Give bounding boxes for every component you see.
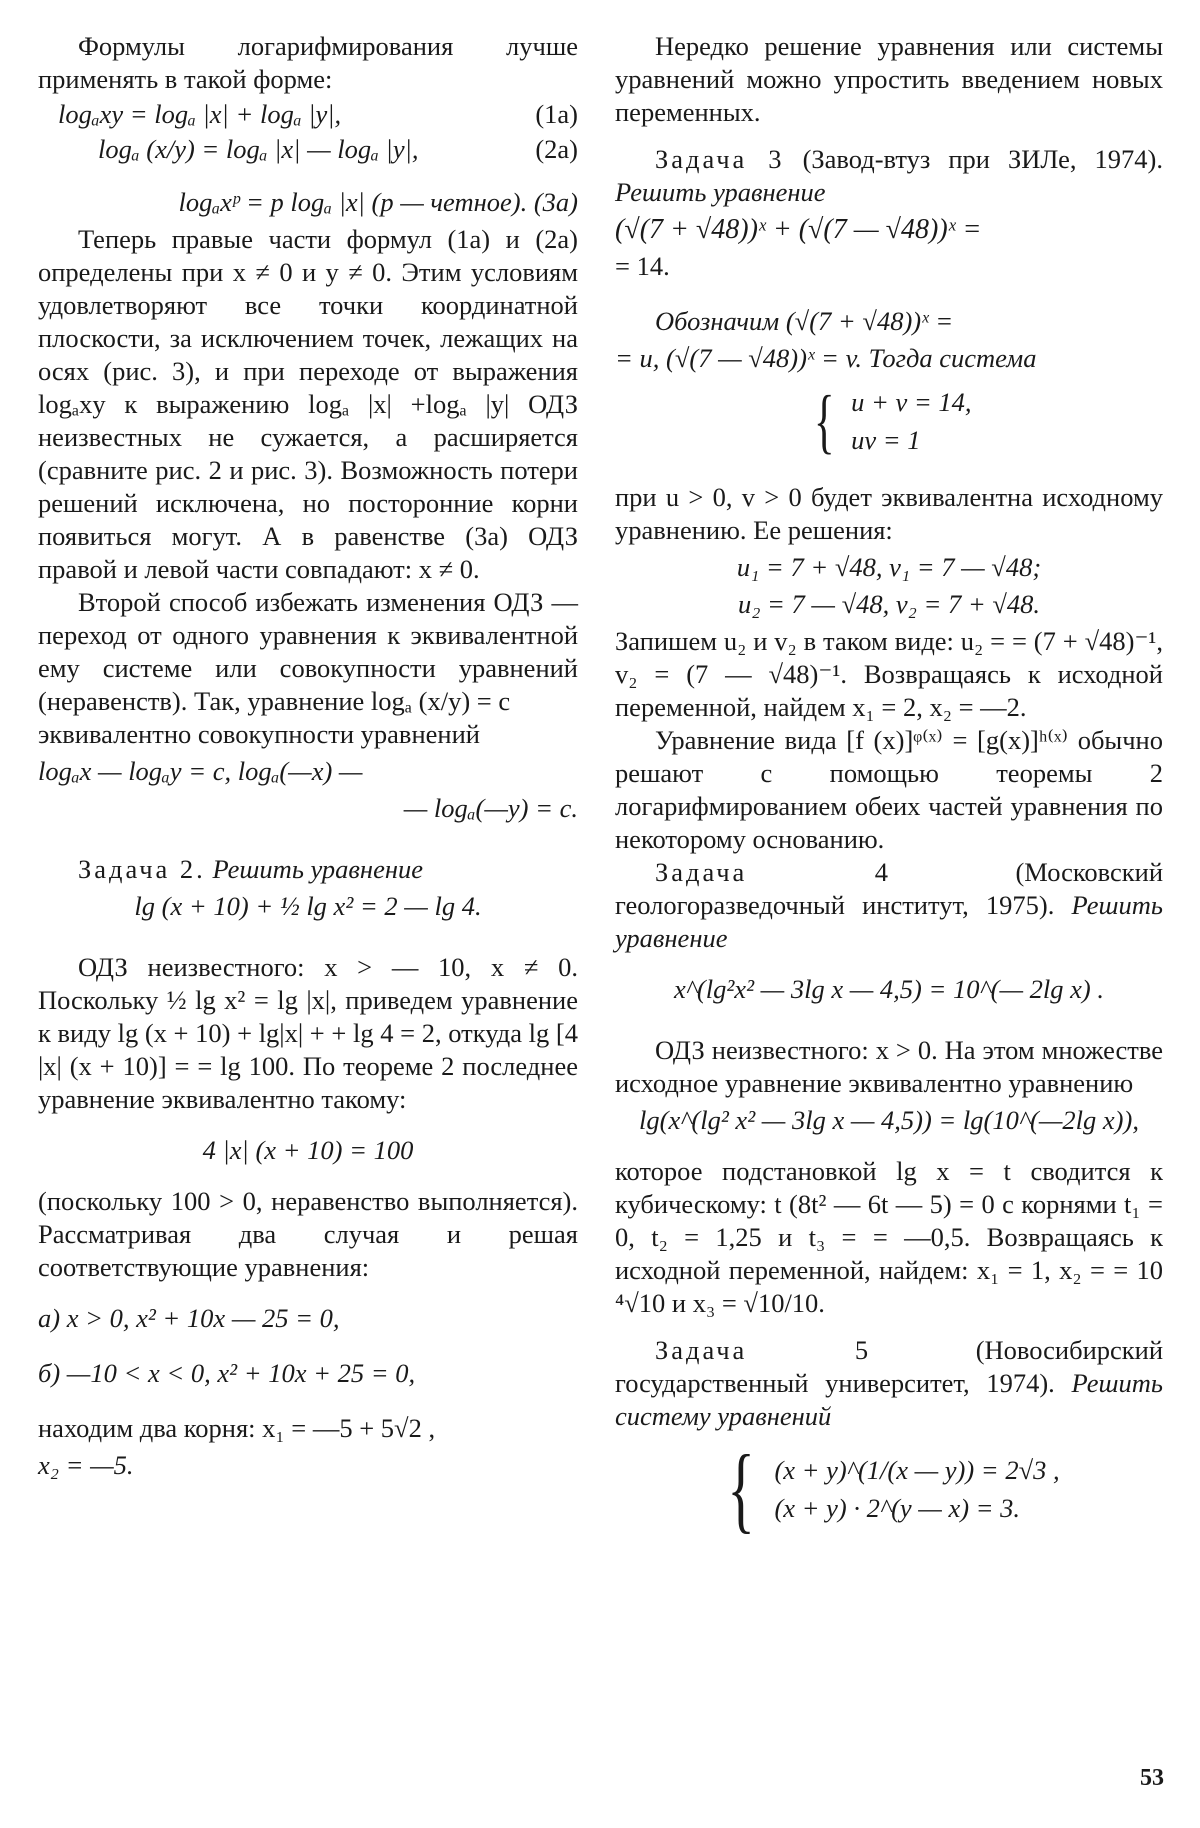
task-3-heading [615,143,1163,209]
formula-1a-row [38,98,578,131]
formula-1a-label: (1a) [535,99,578,129]
task-3-instruction: Решить уравнение [615,177,826,207]
task-3-label: Задача 3 [655,144,785,174]
paragraph-equivalent-set: эквивалентно совокупности уравнений [38,719,480,749]
intro-paragraph: Формулы логарифмирования лучше применять в такой форме: [38,31,578,94]
roots-line-2: x₂ = —5. [38,1450,134,1480]
formula-2a-label: (2a) [535,134,578,164]
task-2-instruction: Решить уравнение [212,854,423,884]
task-4-heading [615,856,1163,955]
equivalence-line-2: — logₐ(—y) = c. [403,793,578,823]
formula-1a: logₐxy = logₐ |x| + logₐ |y|, [58,99,342,129]
page-number: 53 [1140,1765,1164,1791]
task-4-instruction: Решить уравнение [615,890,1163,953]
paragraph-equation-type: Уравнение вида [f (x)]ᵠ⁽ˣ⁾ = [g(x)]ʰ⁽ˣ⁾ обычно решают с помощью теоремы 2 логарифмированием обеих частей уравнения по некоторому основанию. [615,725,1163,854]
paragraph-task-2-solution: ОДЗ неизвестного: x > — 10, x ≠ 0. Поскольку ½ lg x² = lg |x|, приведем уравнение к виду lg (x + 10) + lg|x| + + lg 4 = 2, откуда lg [4 |x| (x + 10)] = = lg 100. По теореме 2 последнее уравнение эквивалентно такому: [38,952,578,1114]
paragraph-solutions: при u > 0, v > 0 будет эквивалентна исходному уравнению. Ее решения: [615,482,1163,545]
solution-line-2: u₂ = 7 — √48, v₂ = 7 + √48. [737,589,1041,619]
system-line-2: uv = 1 [851,425,921,455]
paragraph-second-method: Второй способ избежать изменения ОДЗ — переход от одного уравнения к эквивалентной ему системе или совокупности уравнений (неравенств). Так, уравнение logₐ (x/y) = c [38,587,578,716]
task-5-system [615,1435,1163,1542]
formula-3a: logₐxᵖ = p logₐ |x| (p — четное). (3a) [178,187,578,217]
task-2-equation: lg (x + 10) + ½ lg x² = 2 — lg 4. [134,891,482,921]
case-a: а) x > 0, x² + 10x — 25 = 0, [38,1303,340,1333]
substitution-line-1: Обозначим (√(7 + √48))ˣ = [655,306,954,336]
task-3-system [615,383,1163,459]
task-3-equation-line-1: (√(7 + √48))ˣ + (√(7 — √48))ˣ = [615,214,982,245]
case-b: б) —10 < x < 0, x² + 10x + 25 = 0, [38,1358,416,1388]
paragraph-new-variables: Нередко решение уравнения или системы уравнений можно упростить введением новых переменных. [615,31,1163,127]
task-5-label: Задача 5 [655,1335,872,1365]
task-5-source: (Новосибирский государственный университет, 1974). [615,1335,1163,1398]
system-brace: { [813,381,835,461]
task-4-label: Задача 4 [655,857,892,887]
task-4-equation: x^(lg²x² — 3lg x — 4,5) = 10^(— 2lg x) . [673,974,1104,1004]
paragraph-cubic: которое подстановкой lg x = t сводится к кубическому: t (8t² — 6t — 5) = 0 с корнями t₁ = 0, t₂ = 1,25 и t₃ = = —0,5. Возвращаясь к исходной переменной, найдем: x₁ = 1, x₂ = = 10 ⁴√10 и x₃ = √10/10. [615,1156,1163,1318]
task-3-equation-line-2: = 14. [615,251,670,281]
task-4-source: (Московский геологоразведочный институт, 1975). [615,857,1164,920]
task-3-source: (Завод-втуз при ЗИЛе, 1974). [802,144,1163,174]
paragraph-task-4-odz: ОДЗ неизвестного: x > 0. На этом множестве исходное уравнение эквивалентно уравнению [615,1035,1163,1098]
paragraph-odz-discussion: Теперь правые части формул (1a) и (2a) определены при x ≠ 0 и y ≠ 0. Этим условиям удовлетворяют все точки координатной плоскости, за исключением точек, лежащих на осях (рис. 3), и при переходе от выражения logₐxy к выражению logₐ |x| +logₐ |y| ОДЗ неизвестных не сужается, а расширяется (сравните рис. 2 и рис. 3). Возможность потери решений исключена, но посторонние корни появиться могут. А в равенстве (3a) ОДЗ правой и левой части совпадают: x ≠ 0. [38,224,578,584]
task-4-equation-log: lg(x^(lg² x² — 3lg x — 4,5)) = lg(10^(—2lg x)), [639,1105,1139,1135]
solution-line-1: u₁ = 7 + √48, v₁ = 7 — √48; [736,552,1042,582]
task-5-instruction: Решить систему уравнений [615,1368,1163,1431]
task-5-heading [615,1334,1163,1433]
substitution-line-2: = u, (√(7 — √48))ˣ = v. Тогда система [615,343,1037,373]
left-column [38,30,578,1486]
formula-2a: logₐ (x/y) = logₐ |x| — logₐ |y|, [98,134,419,164]
roots-line-1: находим два корня: x₁ = —5 + 5√2 , [38,1413,436,1443]
paragraph-cases: (поскольку 100 > 0, неравенство выполняется). Рассматривая два случая и решая соответствующие уравнения: [38,1186,578,1282]
system-brace-2: { [727,1435,756,1542]
system-2-line-2: (x + y) · 2^(y — x) = 3. [774,1493,1021,1523]
formula-2a-row [38,133,578,166]
equivalence-line-1: logₐx — logₐy = c, logₐ(—x) — [38,756,363,786]
right-column [615,30,1163,1545]
paragraph-rewrite: Запишем u₂ и v₂ в таком виде: u₂ = = (7 + √48)⁻¹, v₂ = (7 — √48)⁻¹. Возвращаясь к исходной переменной, найдем x₁ = 2, x₂ = —2. [615,626,1163,722]
system-2-line-1: (x + y)^(1/(x — y)) = 2√3 , [774,1455,1060,1485]
equation-4x: 4 |x| (x + 10) = 100 [202,1135,414,1165]
task-2-heading [38,853,578,886]
task-2-label: Задача 2. [78,854,206,884]
system-line-1: u + v = 14, [851,387,972,417]
